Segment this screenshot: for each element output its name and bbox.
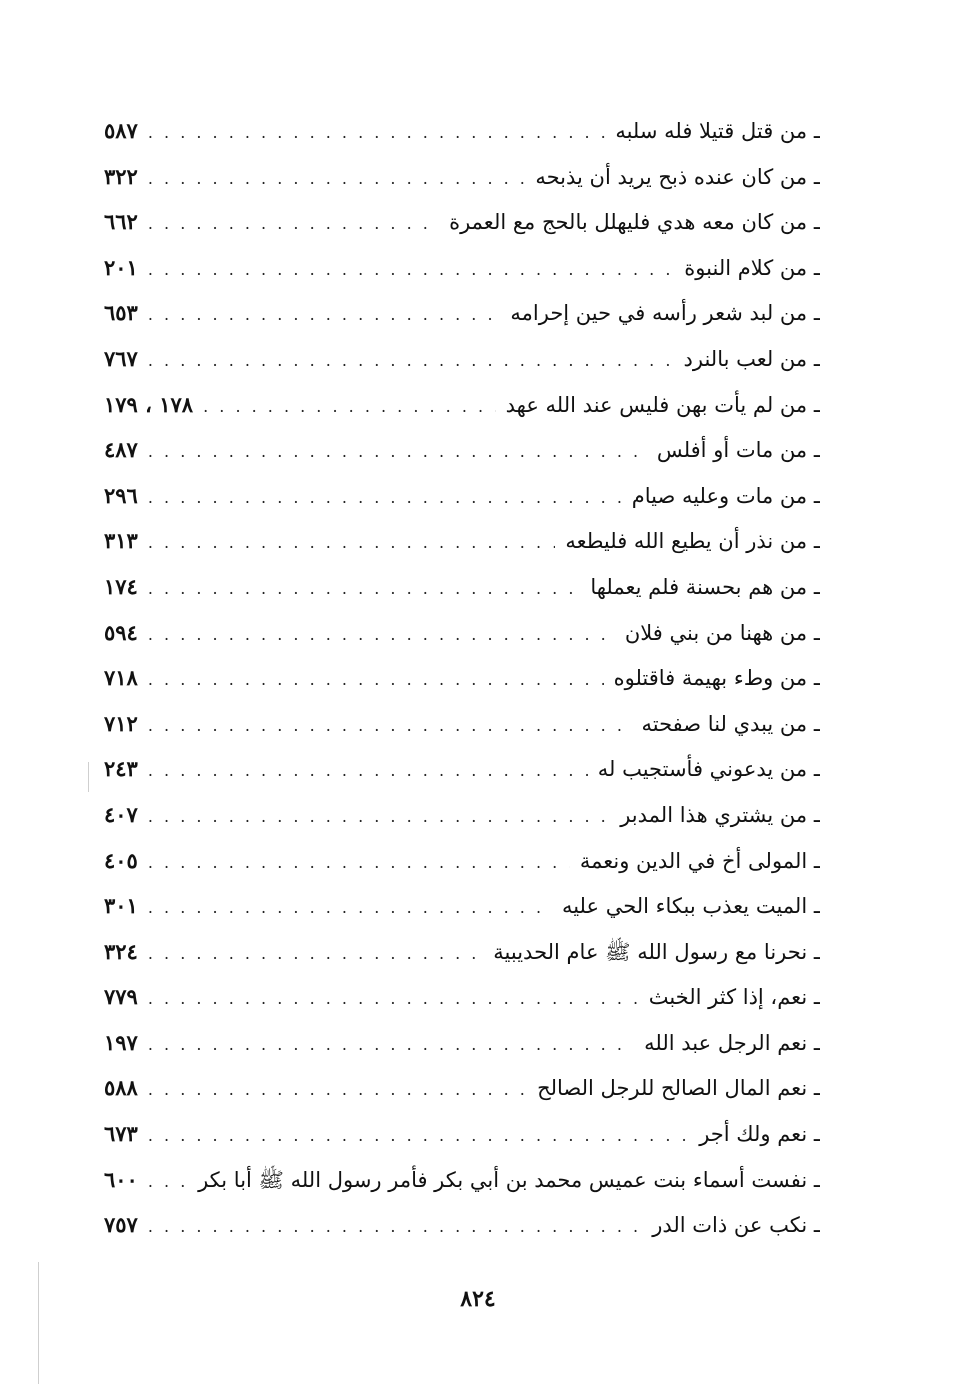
dot-leader [148, 292, 501, 336]
dot-leader [148, 338, 674, 382]
index-entry [104, 154, 820, 200]
index-entry [104, 610, 820, 656]
entry-text: ـ من يشتري هذا المدبر [620, 802, 820, 827]
entry-text: ـ من لم يأت بهن فليس عند الله عهد [505, 392, 820, 417]
index-entry [104, 382, 820, 428]
scan-edge-mark [38, 1262, 39, 1384]
dot-leader [148, 1113, 689, 1157]
entry-page-number: ٣٢٤ [104, 938, 138, 964]
dot-leader [148, 703, 632, 747]
entry-text: ـ من قتل قتيلا فله سلبه [615, 119, 820, 143]
entry-text: ـ نحرنا مع رسول الله ﷺ عام الحديبية [493, 939, 820, 964]
entry-page-number: ٥٨٧ [104, 118, 138, 143]
dot-leader [148, 201, 439, 245]
dot-leader [148, 110, 605, 154]
dot-leader [148, 657, 604, 701]
entry-page-number: ٤٠٥ [104, 847, 138, 873]
dot-leader [148, 520, 555, 564]
entry-text: ـ نعم الرجل عبد الله [644, 1030, 820, 1055]
entry-text: ـ المولى أخ في الدين ونعمة [579, 848, 820, 873]
index-entry [104, 1157, 820, 1203]
entry-page-number: ٣٠١ [104, 893, 138, 919]
entry-page-number: ٦٠٠ [104, 1166, 138, 1192]
entry-text: ـ نعم ولك أجر [699, 1122, 820, 1147]
entry-page-number: ٢٠١ [104, 254, 138, 280]
index-entry [104, 1065, 820, 1111]
entry-page-number: ١٧٤ [104, 573, 138, 599]
index-entry [104, 792, 820, 838]
entry-page-number: ٣١٣ [104, 528, 138, 554]
index-entry [104, 245, 820, 291]
entry-text: ـ من لعب بالنرد [683, 346, 820, 371]
entry-text: ـ من كلام النبوة [684, 255, 820, 280]
entry-page-number: ٦٧٣ [104, 1121, 138, 1147]
entry-text: ـ نفست أسماء بنت عميس محمد بن أبي بكر فأمر رسول الله ﷺ أبا بكر [198, 1167, 820, 1192]
entry-page-number: ٢٤٣ [104, 756, 138, 782]
entry-text: ـ نكب عن ذات الدر [652, 1213, 820, 1238]
index-entry [104, 427, 820, 473]
index-entry [104, 564, 820, 610]
entry-page-number: ٣٢٢ [104, 163, 138, 189]
index-entry [104, 518, 820, 564]
entry-text: ـ من يبدي لنا صفحته [641, 711, 820, 736]
entry-page-number: ٤٠٧ [104, 801, 138, 827]
entry-text: ـ من كان عنده ذبح يريد أن يذبحه [535, 164, 820, 189]
index-entry [104, 290, 820, 336]
dot-leader [148, 247, 674, 291]
dot-leader [148, 794, 610, 838]
index-entry [104, 336, 820, 382]
entry-page-number: ٦٥٣ [104, 300, 138, 326]
entry-text: ـ من وطء بهيمة فاقتلوه [613, 666, 820, 691]
index-entry [104, 655, 820, 701]
dot-leader [148, 566, 580, 610]
index-entry [104, 199, 820, 245]
entry-text: ـ من لبد شعر رأسه في حين إحرامه [510, 301, 820, 326]
dot-leader [148, 1204, 642, 1248]
entry-page-number: ٢٩٦ [104, 482, 138, 508]
entry-page-number: ٧٧٩ [104, 984, 138, 1010]
dot-leader [148, 748, 588, 792]
dot-leader [148, 475, 622, 519]
dot-leader [148, 1022, 634, 1066]
entry-text: ـ نعم المال الصالح للرجل الصالح [537, 1076, 820, 1101]
entry-text: ـ من كان معه هدي فليهلل بالحج مع العمرة [449, 210, 820, 235]
index-entry [104, 1020, 820, 1066]
entry-page-number: ٦٦٢ [104, 209, 138, 235]
entry-text: ـ نعم، إذا كثر الخبث [648, 985, 820, 1010]
entry-page-number: ٧١٢ [104, 710, 138, 736]
entry-page-number: ٤٨٧ [104, 437, 138, 463]
entry-page-number: ١٧٨ ، ١٧٩ [104, 391, 194, 417]
dot-leader [148, 976, 639, 1020]
entry-text: ـ من نذر أن يطيع الله فليطعه [565, 529, 820, 554]
entry-text: ـ الميت يعذب ببكاء الحي عليه [561, 894, 820, 919]
dot-leader [203, 384, 496, 428]
dot-leader [148, 429, 647, 473]
index-entry [104, 883, 820, 929]
index-entry [104, 473, 820, 519]
entry-text: ـ من مات أو أفلس [656, 438, 820, 463]
dot-leader [148, 156, 525, 200]
dot-leader [148, 1159, 188, 1203]
index-list [104, 108, 820, 1248]
entry-text: ـ من يدعوني فأستجيب له [597, 757, 820, 782]
entry-text: ـ من هم بحسنة فلم يعملها [590, 574, 820, 599]
entry-text: ـ من مات وعليه صيام [631, 483, 820, 508]
dot-leader [148, 612, 615, 656]
index-entry [104, 929, 820, 975]
dot-leader [148, 1067, 527, 1111]
index-entry [104, 1111, 820, 1157]
entry-page-number: ٧١٨ [104, 665, 138, 691]
index-entry [104, 974, 820, 1020]
scan-edge-mark [88, 762, 89, 792]
dot-leader [148, 931, 483, 975]
entry-page-number: ٧٦٧ [104, 345, 138, 371]
index-entry [104, 838, 820, 884]
entry-text: ـ من ههنا من بني فلان [624, 620, 820, 645]
dot-leader [148, 840, 570, 884]
entry-page-number: ١٩٧ [104, 1029, 138, 1055]
page-number: ٨٢٤ [460, 1286, 496, 1312]
index-entry [104, 701, 820, 747]
index-entry [104, 746, 820, 792]
entry-page-number: ٥٨٨ [104, 1075, 138, 1101]
entry-page-number: ٥٩٤ [104, 619, 138, 645]
index-entry [104, 1202, 820, 1248]
index-entry [104, 108, 820, 154]
dot-leader [148, 885, 552, 929]
entry-page-number: ٧٥٧ [104, 1212, 138, 1238]
